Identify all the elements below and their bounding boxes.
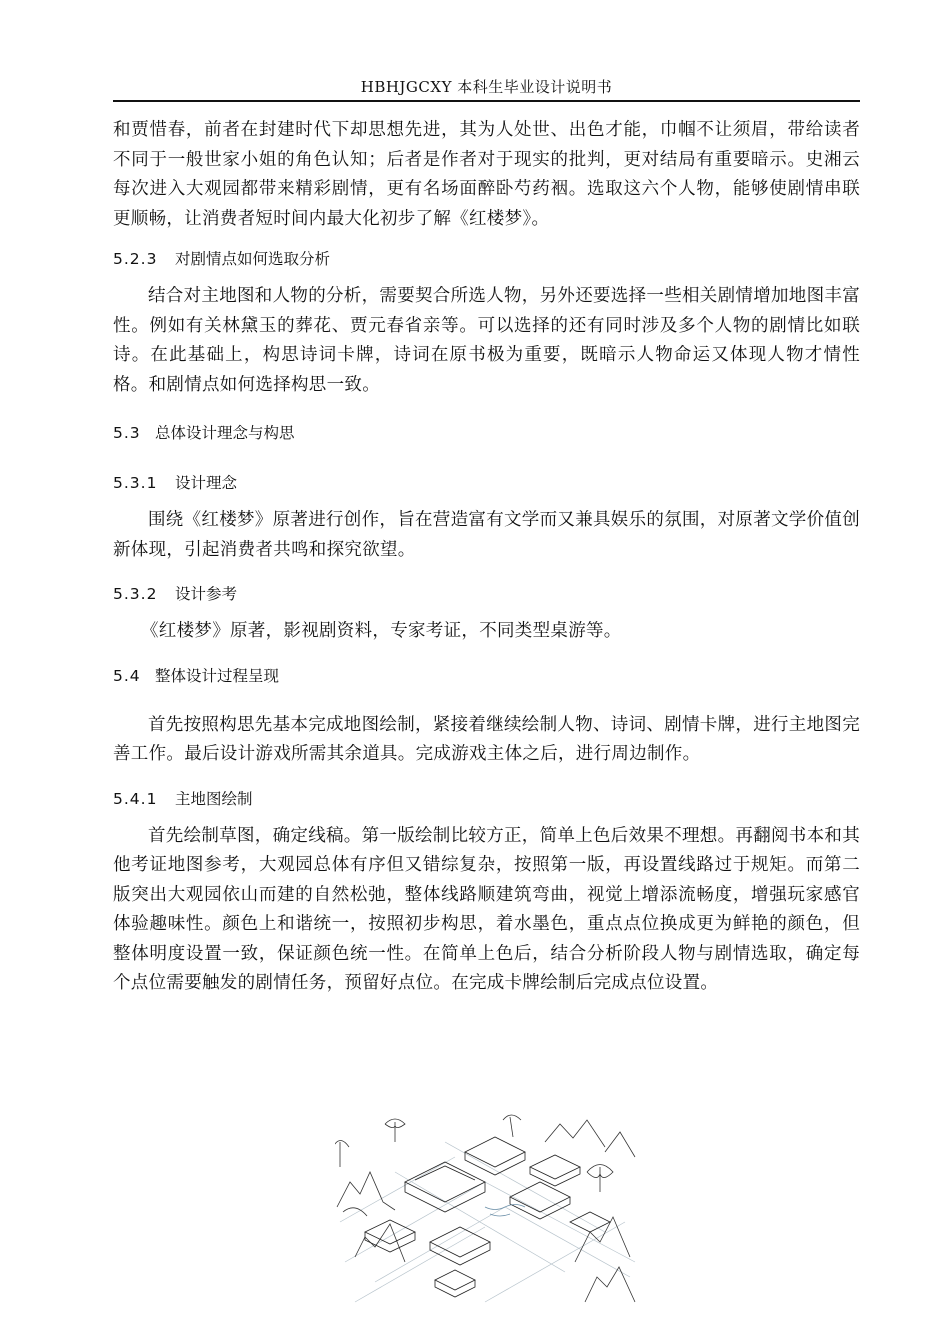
paragraph-5-4: 首先按照构思先基本完成地图绘制，紧接着继续绘制人物、诗词、剧情卡牌，进行主地图完善工作。最后设计游戏所需其余道具。完成游戏主体之后，进行周边制作。 bbox=[113, 714, 860, 764]
page-header: HBHJGCXY 本科生毕业设计说明书 bbox=[360, 78, 613, 96]
heading-5-3 bbox=[113, 422, 860, 444]
garden-map-sketch bbox=[335, 1112, 640, 1312]
paragraph-intro: 和贾惜春，前者在封建时代下却思想先进，其为人处世、出色才能，巾帼不让须眉，带给读者不同于一般世家小姐的角色认知；后者是作者对于现实的批判，更对结局有重要暗示。史湘云每次进入大观园都带来精彩剧情，更有名场面醉卧芍药裀。选取这六个人物，能够使剧情串联更顺畅，让消费者短时间内最大化初步了解《红楼梦》。 bbox=[113, 120, 860, 229]
page-content bbox=[113, 116, 860, 999]
heading-number: 5.4.1 bbox=[113, 789, 158, 808]
heading-title: 设计理念 bbox=[175, 474, 238, 492]
heading-title: 主地图绘制 bbox=[175, 789, 253, 808]
heading-title: 总体设计理念与构思 bbox=[155, 424, 295, 442]
heading-title: 整体设计过程呈现 bbox=[155, 666, 280, 685]
heading-title: 设计参考 bbox=[175, 585, 238, 603]
heading-number: 5.3 bbox=[113, 424, 141, 442]
heading-number: 5.4 bbox=[113, 666, 141, 685]
paragraph-5-3-2: 《红楼梦》原著，影视剧资料，专家考证，不同类型桌游等。 bbox=[141, 621, 622, 641]
heading-5-2-3 bbox=[113, 248, 860, 270]
heading-5-3-2 bbox=[113, 583, 860, 605]
heading-number: 5.3.2 bbox=[113, 585, 158, 603]
heading-title: 对剧情点如何选取分析 bbox=[175, 250, 331, 268]
heading-5-4-1 bbox=[113, 788, 860, 810]
paragraph-5-4-1: 首先绘制草图，确定线稿。第一版绘制比较方正，简单上色后效果不理想。再翻阅书本和其他考证地图参考，大观园总体有序但又错综复杂，按照第一版，再设置线路过于规矩。而第二版突出大观园依山而建的自然松弛，整体线路顺建筑弯曲，视觉上增添流畅度，增强玩家感官体验趣味性。颜色上和谐统一，按照初步构思，着水墨色，重点点位换成更为鲜艳的颜色，但整体明度设置一致，保证颜色统一性。在简单上色后，结合分析阶段人物与剧情选取，确定每个点位需要触发的剧情任务，预留好点位。在完成卡牌绘制后完成点位设置。 bbox=[113, 825, 860, 993]
paragraph-5-2-3: 结合对主地图和人物的分析，需要契合所选人物，另外还要选择一些相关剧情增加地图丰富性。例如有关林黛玉的葬花、贾元春省亲等。可以选择的还有同时涉及多个人物的剧情比如联诗。在此基础上，构思诗词卡牌，诗词在原书极为重要，既暗示人物命运又体现人物才情性格。和剧情点如何选择构思一致。 bbox=[113, 286, 860, 395]
heading-number: 5.3.1 bbox=[113, 474, 158, 492]
sketch-trees bbox=[335, 1115, 613, 1192]
paragraph-5-3-1: 围绕《红楼梦》原著进行创作，旨在营造富有文学而又兼具娱乐的氛围，对原著文学价值创新体现，引起消费者共鸣和探究欲望。 bbox=[113, 510, 860, 560]
heading-number: 5.2.3 bbox=[113, 250, 158, 268]
header-rule bbox=[113, 100, 860, 102]
heading-5-4 bbox=[113, 665, 860, 687]
heading-5-3-1 bbox=[113, 472, 860, 494]
sketch-mountains bbox=[337, 1120, 635, 1302]
sketch-path-grid bbox=[340, 1142, 635, 1302]
sketch-water bbox=[485, 1205, 525, 1217]
